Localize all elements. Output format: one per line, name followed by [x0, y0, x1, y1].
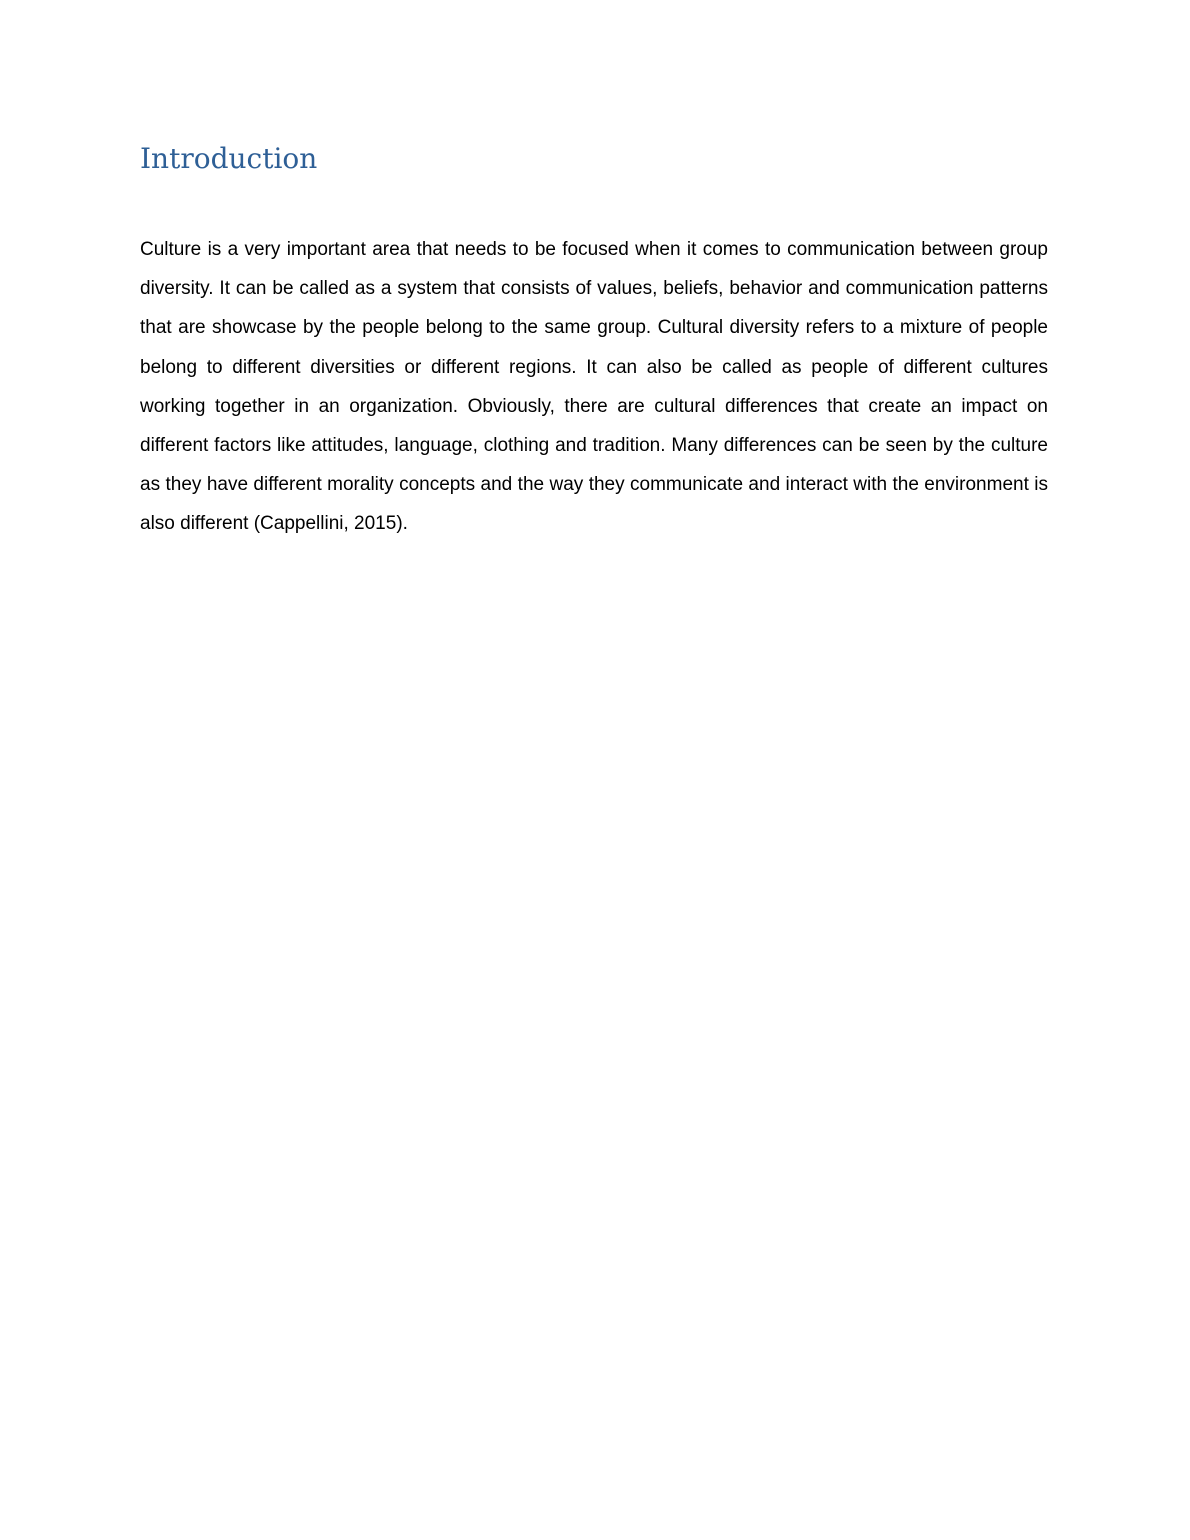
body-paragraph: Culture is a very important area that needs to be focused when it comes to communication between group diversity. It can be called as a system that consists of values, beliefs, behavior and communication patterns that are showcase by the people belong to the same group. Cultural diversity refers to a mixture of people belong to different diversities or different regions. It can also be called as people of different cultures working together in an organization. Obviously, there are cultural differences that create an impact on different factors like attitudes, language, clothing and tradition. Many differences can be seen by the culture as they have different morality concepts and the way they communicate and interact with the environment is also different (Cappellini, 2015).	[140, 239, 1048, 535]
page-content	[140, 138, 1048, 544]
section-heading: Introduction	[140, 142, 318, 175]
